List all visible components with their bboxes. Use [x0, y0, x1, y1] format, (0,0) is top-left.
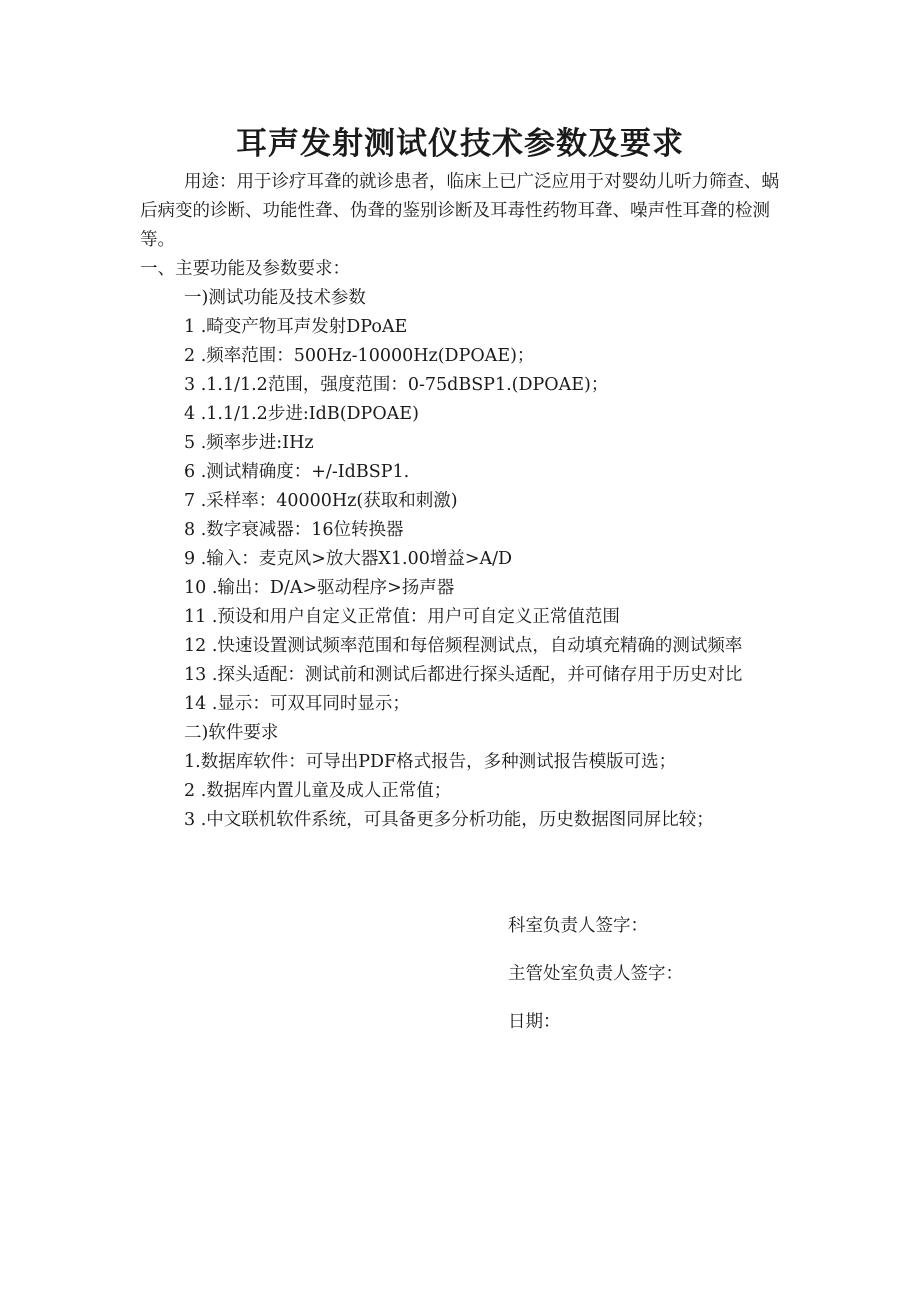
list-item: 7 .采样率：40000Hz(获取和刺激)	[184, 491, 458, 511]
list-item: 2 .频率范围：500Hz-10000Hz(DPOAE)；	[184, 346, 535, 366]
list-item: 1 .畸变产物耳声发射DPoAE	[184, 317, 408, 337]
list-item: 3 .1.1/1.2范围，强度范围：0-75dBSP1.(DPOAE)；	[184, 375, 609, 395]
list-item: 14 .显示：可双耳同时显示；	[184, 694, 410, 714]
list-item: 8 .数字衰减器：16位转换器	[184, 520, 404, 540]
date-label: 日期：	[508, 1012, 561, 1032]
list-item: 12 .快速设置测试频率范围和每倍频程测试点，自动填充精确的测试频率	[184, 636, 743, 656]
list-item: 10 .输出：D/A>驱动程序>扬声器	[184, 578, 455, 598]
document-title: 耳声发射测试仪技术参数及要求	[236, 126, 684, 162]
list-item: 9 .输入：麦克风>放大器X1.00增益>A/D	[184, 549, 513, 569]
office-head-signature-label: 主管处室负责人签字：	[508, 964, 683, 984]
sub1-heading: 一)测试功能及技术参数	[184, 288, 366, 308]
list-item: 1.数据库软件：可导出PDF格式报告，多种测试报告模版可选；	[184, 752, 677, 772]
list-item: 6 .测试精确度：+/-IdBSP1.	[184, 462, 410, 482]
list-item: 2 .数据库内置儿童及成人正常值；	[184, 781, 452, 801]
list-item: 5 .频率步进:IHz	[184, 433, 314, 453]
list-item: 13 .探头适配：测试前和测试后都进行探头适配，并可储存用于历史对比	[184, 665, 743, 685]
list-item: 3 .中文联机软件系统，可具备更多分析功能，历史数据图同屏比较；	[184, 810, 714, 830]
document-body	[140, 168, 790, 835]
list-item: 4 .1.1/1.2步进:IdB(DPOAE)	[184, 404, 419, 424]
purpose-paragraph: 用途：用于诊疗耳聋的就诊患者，临床上已广泛应用于对婴幼儿听力筛查、蜗后病变的诊断、功能性聋、伪聋的鉴别诊断及耳毒性药物耳聋、噪声性耳聋的检测等。	[140, 172, 779, 250]
section1-heading: 一、主要功能及参数要求：	[140, 259, 350, 279]
dept-head-signature-label: 科室负责人签字：	[508, 916, 648, 936]
list-item: 11 .预设和用户自定义正常值：用户可自定义正常值范围	[184, 607, 620, 627]
sub2-heading: 二)软件要求	[184, 723, 279, 743]
